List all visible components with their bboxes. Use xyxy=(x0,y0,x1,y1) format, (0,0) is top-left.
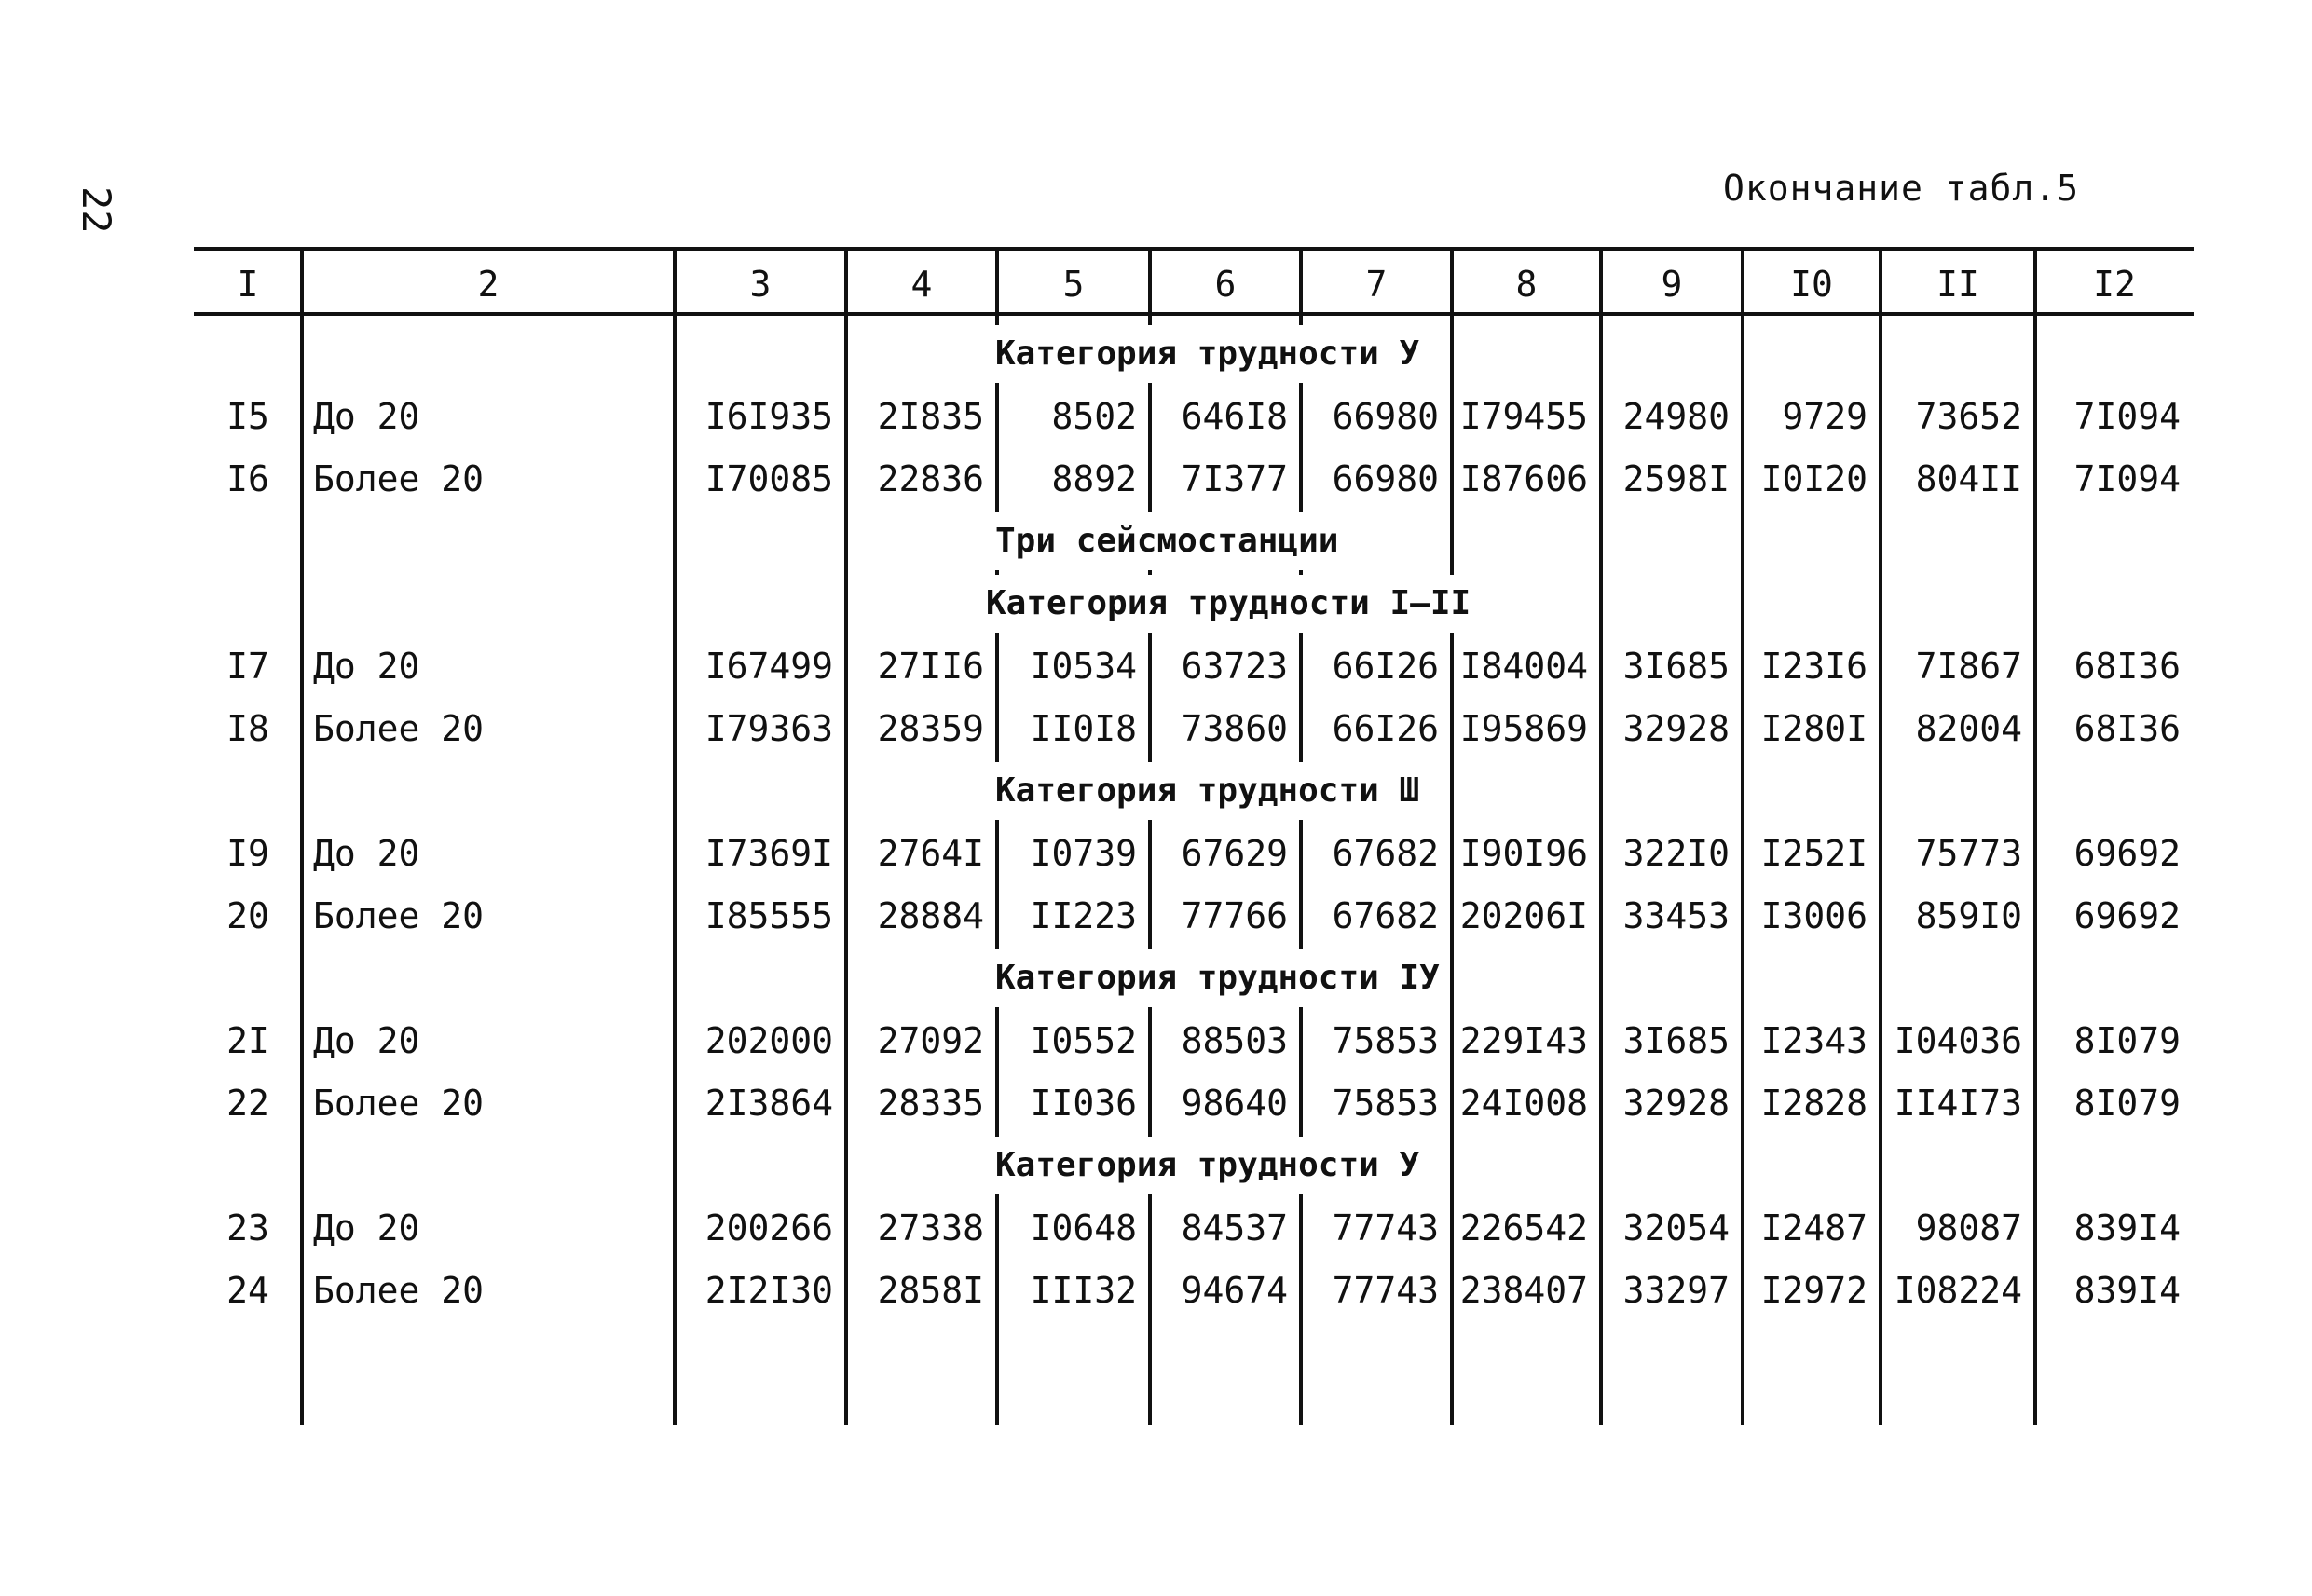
cell-value: 2I3864 xyxy=(705,1083,833,1124)
cell-value: 33453 xyxy=(1622,895,1730,936)
cell-value: 22836 xyxy=(877,458,984,499)
cell-value: 73860 xyxy=(1181,708,1288,749)
row-number: 20 xyxy=(226,895,269,936)
row-number: I5 xyxy=(226,396,269,437)
cell-value: 859I0 xyxy=(1915,895,2022,936)
header-bottom-rule xyxy=(194,312,2194,316)
section-title: Категория трудности IУ xyxy=(988,949,1447,1007)
cell-value: 69692 xyxy=(2073,833,2181,874)
cell-value: 67682 xyxy=(1332,833,1439,874)
table-row xyxy=(194,825,2194,882)
cell-value: I23I6 xyxy=(1760,646,1867,687)
column-header: 8 xyxy=(1515,264,1538,305)
cell-value: 839I4 xyxy=(2073,1207,2181,1248)
cell-value: 69692 xyxy=(2073,895,2181,936)
table-row xyxy=(194,450,2194,508)
cell-value: I70085 xyxy=(705,458,833,499)
cell-value: 67629 xyxy=(1181,833,1288,874)
cell-value: I79363 xyxy=(705,708,833,749)
cell-value: 63723 xyxy=(1181,646,1288,687)
cell-value: 67682 xyxy=(1332,895,1439,936)
cell-value: 66I26 xyxy=(1332,646,1439,687)
cell-value: 33297 xyxy=(1622,1270,1730,1311)
row-label: Более 20 xyxy=(313,458,485,499)
cell-value: 68I36 xyxy=(2073,646,2181,687)
cell-value: 28359 xyxy=(877,708,984,749)
column-header: 2 xyxy=(477,264,499,305)
section-title: Три сейсмостанции xyxy=(988,512,1346,570)
row-number: I6 xyxy=(226,458,269,499)
cell-value: 7I867 xyxy=(1915,646,2022,687)
cell-value: 27II6 xyxy=(877,646,984,687)
row-label: Более 20 xyxy=(313,708,485,749)
cell-value: 7I094 xyxy=(2073,458,2181,499)
cell-value: I67499 xyxy=(705,646,833,687)
column-header: 6 xyxy=(1214,264,1237,305)
section-title: Категория трудности У xyxy=(988,1137,1427,1194)
cell-value: 75773 xyxy=(1915,833,2022,874)
cell-value: II4I73 xyxy=(1894,1083,2022,1124)
cell-value: 77743 xyxy=(1332,1270,1439,1311)
cell-value: 839I4 xyxy=(2073,1270,2181,1311)
cell-value: 75853 xyxy=(1332,1020,1439,1061)
row-label: До 20 xyxy=(313,1020,420,1061)
section-subtitle: Категория трудности I–II xyxy=(978,575,1478,633)
cell-value: 3I685 xyxy=(1622,1020,1730,1061)
cell-value: I84004 xyxy=(1459,646,1588,687)
header-top-rule xyxy=(194,247,2194,251)
table-row xyxy=(194,388,2194,445)
cell-value: 77766 xyxy=(1181,895,1288,936)
cell-value: I79455 xyxy=(1459,396,1588,437)
cell-value: 73652 xyxy=(1915,396,2022,437)
cell-value: 7I094 xyxy=(2073,396,2181,437)
cell-value: I0I20 xyxy=(1760,458,1867,499)
cell-value: 2764I xyxy=(877,833,984,874)
cell-value: 32928 xyxy=(1622,708,1730,749)
cell-value: 200266 xyxy=(705,1207,833,1248)
cell-value: I3006 xyxy=(1760,895,1867,936)
cell-value: II036 xyxy=(1030,1083,1137,1124)
cell-value: 27092 xyxy=(877,1020,984,1061)
table-row xyxy=(194,637,2194,695)
cell-value: 804II xyxy=(1915,458,2022,499)
cell-value: I04036 xyxy=(1894,1020,2022,1061)
cell-value: 2I2I30 xyxy=(705,1270,833,1311)
cell-value: I6I935 xyxy=(705,396,833,437)
column-header: 7 xyxy=(1365,264,1388,305)
column-header: 9 xyxy=(1661,264,1683,305)
cell-value: I08224 xyxy=(1894,1270,2022,1311)
table-row xyxy=(194,1262,2194,1319)
table-caption: Окончание табл.5 xyxy=(1722,168,2079,209)
cell-value: I0552 xyxy=(1030,1020,1137,1061)
cell-value: 238407 xyxy=(1459,1270,1588,1311)
section-title: Категория трудности У xyxy=(988,325,1427,383)
data-table xyxy=(194,247,2194,1449)
cell-value: 32054 xyxy=(1622,1207,1730,1248)
cell-value: III32 xyxy=(1030,1270,1137,1311)
cell-value: 3I685 xyxy=(1622,646,1730,687)
cell-value: I2487 xyxy=(1760,1207,1867,1248)
row-number: I7 xyxy=(226,646,269,687)
row-label: Более 20 xyxy=(313,895,485,936)
cell-value: I0534 xyxy=(1030,646,1137,687)
cell-value: 68I36 xyxy=(2073,708,2181,749)
cell-value: 27338 xyxy=(877,1207,984,1248)
cell-value: 646I8 xyxy=(1181,396,1288,437)
cell-value: I2343 xyxy=(1760,1020,1867,1061)
row-label: Более 20 xyxy=(313,1083,485,1124)
cell-value: 94674 xyxy=(1181,1270,1288,1311)
cell-value: I2972 xyxy=(1760,1270,1867,1311)
cell-value: I0648 xyxy=(1030,1207,1137,1248)
cell-value: 32928 xyxy=(1622,1083,1730,1124)
column-header: II xyxy=(1936,264,1979,305)
column-header: I xyxy=(237,264,259,305)
cell-value: 88503 xyxy=(1181,1020,1288,1061)
cell-value: 226542 xyxy=(1459,1207,1588,1248)
cell-value: 66980 xyxy=(1332,396,1439,437)
cell-value: 24980 xyxy=(1622,396,1730,437)
cell-value: 202000 xyxy=(705,1020,833,1061)
cell-value: I90I96 xyxy=(1459,833,1588,874)
cell-value: 75853 xyxy=(1332,1083,1439,1124)
column-header: 3 xyxy=(749,264,772,305)
cell-value: I252I xyxy=(1760,833,1867,874)
column-header: 5 xyxy=(1062,264,1085,305)
cell-value: 98640 xyxy=(1181,1083,1288,1124)
cell-value: 2858I xyxy=(877,1270,984,1311)
page-number: 22 xyxy=(74,186,119,234)
row-number: I8 xyxy=(226,708,269,749)
cell-value: 24I008 xyxy=(1459,1083,1588,1124)
row-number: 24 xyxy=(226,1270,269,1311)
column-header: I0 xyxy=(1790,264,1833,305)
cell-value: 8892 xyxy=(1051,458,1137,499)
cell-value: 9729 xyxy=(1782,396,1867,437)
cell-value: I85555 xyxy=(705,895,833,936)
cell-value: II0I8 xyxy=(1030,708,1137,749)
row-label: До 20 xyxy=(313,396,420,437)
cell-value: I87606 xyxy=(1459,458,1588,499)
cell-value: I2828 xyxy=(1760,1083,1867,1124)
cell-value: 7I377 xyxy=(1181,458,1288,499)
cell-value: I95869 xyxy=(1459,708,1588,749)
cell-value: I280I xyxy=(1760,708,1867,749)
section-title: Категория трудности Ш xyxy=(988,762,1427,820)
cell-value: 2598I xyxy=(1622,458,1730,499)
cell-value: 98087 xyxy=(1915,1207,2022,1248)
cell-value: 8502 xyxy=(1051,396,1137,437)
table-row xyxy=(194,1012,2194,1070)
column-header: I2 xyxy=(2093,264,2136,305)
cell-value: 229I43 xyxy=(1459,1020,1588,1061)
row-label: Более 20 xyxy=(313,1270,485,1311)
cell-value: 322I0 xyxy=(1622,833,1730,874)
row-number: 22 xyxy=(226,1083,269,1124)
cell-value: 66980 xyxy=(1332,458,1439,499)
cell-value: II223 xyxy=(1030,895,1137,936)
column-header: 4 xyxy=(910,264,933,305)
cell-value: 2I835 xyxy=(877,396,984,437)
table-row xyxy=(194,1074,2194,1132)
cell-value: 28884 xyxy=(877,895,984,936)
cell-value: 84537 xyxy=(1181,1207,1288,1248)
row-label: До 20 xyxy=(313,646,420,687)
cell-value: 8I079 xyxy=(2073,1020,2181,1061)
row-number: 23 xyxy=(226,1207,269,1248)
cell-value: I0739 xyxy=(1030,833,1137,874)
cell-value: 28335 xyxy=(877,1083,984,1124)
row-label: До 20 xyxy=(313,833,420,874)
row-label: До 20 xyxy=(313,1207,420,1248)
table-row xyxy=(194,700,2194,757)
cell-value: 77743 xyxy=(1332,1207,1439,1248)
cell-value: I7369I xyxy=(705,833,833,874)
table-row xyxy=(194,887,2194,945)
row-number: 2I xyxy=(226,1020,269,1061)
cell-value: 20206I xyxy=(1459,895,1588,936)
cell-value: 66I26 xyxy=(1332,708,1439,749)
table-row xyxy=(194,1199,2194,1257)
cell-value: 82004 xyxy=(1915,708,2022,749)
cell-value: 8I079 xyxy=(2073,1083,2181,1124)
row-number: I9 xyxy=(226,833,269,874)
